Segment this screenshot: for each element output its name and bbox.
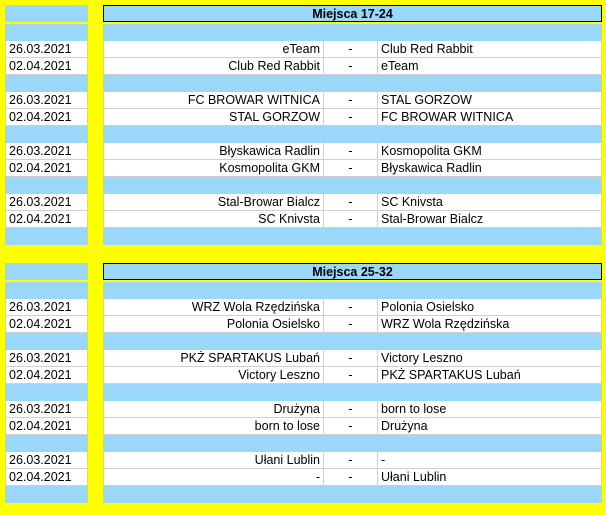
vs-separator-cell[interactable]: - bbox=[324, 41, 378, 58]
match-row bbox=[0, 316, 606, 333]
vs-separator-cell[interactable]: - bbox=[324, 299, 378, 316]
match-row bbox=[0, 41, 606, 58]
spacer-cell bbox=[103, 24, 602, 41]
away-team-cell[interactable]: STAL GORZOW bbox=[378, 92, 602, 109]
match-row bbox=[0, 469, 606, 486]
spacer-row bbox=[0, 282, 606, 299]
match-date-cell[interactable]: 26.03.2021 bbox=[5, 350, 88, 367]
match-row bbox=[0, 160, 606, 177]
away-team-cell[interactable]: PKŻ SPARTAKUS Lubań bbox=[378, 367, 602, 384]
match-row bbox=[0, 194, 606, 211]
home-team-cell[interactable]: Polonia Osielsko bbox=[103, 316, 324, 333]
vs-separator-cell[interactable]: - bbox=[324, 143, 378, 160]
vs-separator-cell[interactable]: - bbox=[324, 418, 378, 435]
spacer-cell bbox=[103, 384, 602, 401]
home-team-cell[interactable]: Błyskawica Radlin bbox=[103, 143, 324, 160]
match-date-cell[interactable]: 26.03.2021 bbox=[5, 41, 88, 58]
spacer-cell bbox=[5, 435, 88, 452]
away-team-cell[interactable]: Drużyna bbox=[378, 418, 602, 435]
spacer-cell bbox=[103, 282, 602, 299]
match-date-cell[interactable]: 26.03.2021 bbox=[5, 194, 88, 211]
home-team-cell[interactable]: Stal-Browar Bialcz bbox=[103, 194, 324, 211]
match-row bbox=[0, 58, 606, 75]
spacer-cell bbox=[103, 177, 602, 194]
home-team-cell[interactable]: FC BROWAR WITNICA bbox=[103, 92, 324, 109]
match-date-cell[interactable]: 02.04.2021 bbox=[5, 469, 88, 486]
away-team-cell[interactable]: Victory Leszno bbox=[378, 350, 602, 367]
away-team-cell[interactable]: SC Knivsta bbox=[378, 194, 602, 211]
spacer-row bbox=[0, 486, 606, 503]
group-header-row bbox=[0, 5, 606, 22]
vs-separator-cell[interactable]: - bbox=[324, 58, 378, 75]
match-row bbox=[0, 452, 606, 469]
home-team-cell[interactable]: WRZ Wola Rzędzińska bbox=[103, 299, 324, 316]
away-team-cell[interactable]: Polonia Osielsko bbox=[378, 299, 602, 316]
header-date-cell bbox=[5, 263, 88, 280]
spacer-row bbox=[0, 75, 606, 92]
spacer-cell bbox=[103, 75, 602, 92]
spacer-cell bbox=[5, 384, 88, 401]
match-row bbox=[0, 418, 606, 435]
match-row bbox=[0, 367, 606, 384]
match-date-cell[interactable]: 26.03.2021 bbox=[5, 92, 88, 109]
home-team-cell[interactable]: born to lose bbox=[103, 418, 324, 435]
spacer-cell bbox=[5, 24, 88, 41]
spacer-cell bbox=[5, 333, 88, 350]
away-team-cell[interactable]: Błyskawica Radlin bbox=[378, 160, 602, 177]
vs-separator-cell[interactable]: - bbox=[324, 109, 378, 126]
vs-separator-cell[interactable]: - bbox=[324, 367, 378, 384]
vs-separator-cell[interactable]: - bbox=[324, 194, 378, 211]
match-date-cell[interactable]: 26.03.2021 bbox=[5, 452, 88, 469]
home-team-cell[interactable]: eTeam bbox=[103, 41, 324, 58]
home-team-cell[interactable]: Ułani Lublin bbox=[103, 452, 324, 469]
match-row bbox=[0, 401, 606, 418]
match-date-cell[interactable]: 02.04.2021 bbox=[5, 160, 88, 177]
vs-separator-cell[interactable]: - bbox=[324, 316, 378, 333]
away-team-cell[interactable]: eTeam bbox=[378, 58, 602, 75]
vs-separator-cell[interactable]: - bbox=[324, 452, 378, 469]
spacer-cell bbox=[5, 177, 88, 194]
vs-separator-cell[interactable]: - bbox=[324, 350, 378, 367]
match-row bbox=[0, 92, 606, 109]
group-header-row bbox=[0, 263, 606, 280]
home-team-cell[interactable]: Drużyna bbox=[103, 401, 324, 418]
match-date-cell[interactable]: 26.03.2021 bbox=[5, 143, 88, 160]
match-row bbox=[0, 211, 606, 228]
home-team-cell[interactable]: - bbox=[103, 469, 324, 486]
home-team-cell[interactable]: Club Red Rabbit bbox=[103, 58, 324, 75]
match-date-cell[interactable]: 26.03.2021 bbox=[5, 401, 88, 418]
vs-separator-cell[interactable]: - bbox=[324, 160, 378, 177]
group-title: Miejsca 17-24 bbox=[103, 5, 602, 22]
match-date-cell[interactable]: 02.04.2021 bbox=[5, 418, 88, 435]
match-row bbox=[0, 143, 606, 160]
match-date-cell[interactable]: 02.04.2021 bbox=[5, 211, 88, 228]
away-team-cell[interactable]: Kosmopolita GKM bbox=[378, 143, 602, 160]
spacer-cell bbox=[103, 126, 602, 143]
match-row bbox=[0, 299, 606, 316]
away-team-cell[interactable]: WRZ Wola Rzędzińska bbox=[378, 316, 602, 333]
match-date-cell[interactable]: 02.04.2021 bbox=[5, 316, 88, 333]
spacer-row bbox=[0, 126, 606, 143]
spacer-row bbox=[0, 24, 606, 41]
spacer-cell bbox=[5, 75, 88, 92]
match-date-cell[interactable]: 02.04.2021 bbox=[5, 109, 88, 126]
group-title: Miejsca 25-32 bbox=[103, 263, 602, 280]
match-row bbox=[0, 109, 606, 126]
spacer-row bbox=[0, 228, 606, 245]
match-date-cell[interactable]: 26.03.2021 bbox=[5, 299, 88, 316]
spacer-row bbox=[0, 435, 606, 452]
away-team-cell[interactable]: FC BROWAR WITNICA bbox=[378, 109, 602, 126]
away-team-cell[interactable]: Stal-Browar Bialcz bbox=[378, 211, 602, 228]
vs-separator-cell[interactable]: - bbox=[324, 92, 378, 109]
vs-separator-cell[interactable]: - bbox=[324, 211, 378, 228]
spacer-row bbox=[0, 333, 606, 350]
vs-separator-cell[interactable]: - bbox=[324, 469, 378, 486]
away-team-cell[interactable]: born to lose bbox=[378, 401, 602, 418]
spacer-row bbox=[0, 177, 606, 194]
spacer-row bbox=[0, 384, 606, 401]
spacer-cell bbox=[103, 486, 602, 503]
away-team-cell[interactable]: Club Red Rabbit bbox=[378, 41, 602, 58]
home-team-cell[interactable]: Victory Leszno bbox=[103, 367, 324, 384]
spacer-cell bbox=[103, 435, 602, 452]
spacer-cell bbox=[103, 333, 602, 350]
spacer-cell bbox=[5, 282, 88, 299]
spacer-cell bbox=[5, 486, 88, 503]
match-row bbox=[0, 350, 606, 367]
header-date-cell bbox=[5, 5, 88, 22]
spacer-cell bbox=[5, 228, 88, 245]
home-team-cell[interactable]: STAL GORZOW bbox=[103, 109, 324, 126]
home-team-cell[interactable]: Kosmopolita GKM bbox=[103, 160, 324, 177]
home-team-cell[interactable]: SC Knivsta bbox=[103, 211, 324, 228]
home-team-cell[interactable]: PKŻ SPARTAKUS Lubań bbox=[103, 350, 324, 367]
spacer-cell bbox=[103, 228, 602, 245]
match-date-cell[interactable]: 02.04.2021 bbox=[5, 367, 88, 384]
away-team-cell[interactable]: Ułani Lublin bbox=[378, 469, 602, 486]
match-date-cell[interactable]: 02.04.2021 bbox=[5, 58, 88, 75]
away-team-cell[interactable]: - bbox=[378, 452, 602, 469]
vs-separator-cell[interactable]: - bbox=[324, 401, 378, 418]
spacer-cell bbox=[5, 126, 88, 143]
